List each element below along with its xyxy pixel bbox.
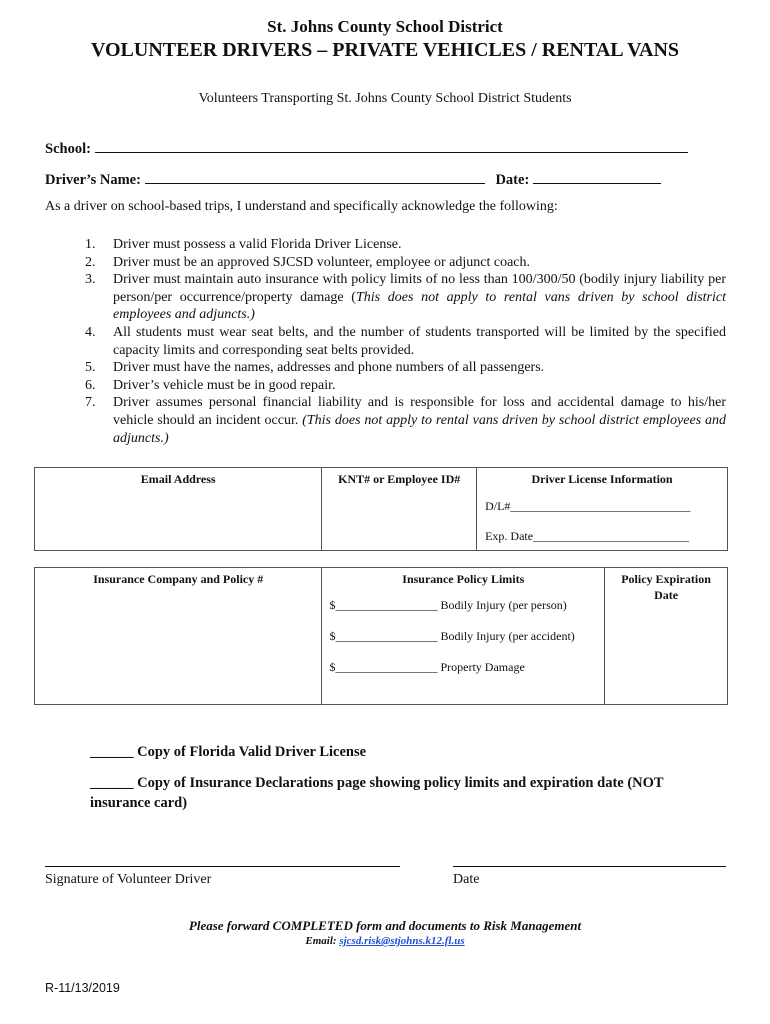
- email-link[interactable]: sjcsd.risk@stjohns.k12.fl.us: [339, 935, 465, 947]
- insurance-company-header: Insurance Company and Policy #: [93, 572, 264, 586]
- driver-name-field: [45, 170, 661, 189]
- revision-date: R-11/13/2019: [45, 981, 120, 995]
- email-label: Email:: [305, 935, 340, 947]
- item-text: Driver must maintain auto insurance with policy limits of no less than 100/300/50 (bodily injury liability per person/per occurrence/property damage (: [113, 272, 726, 305]
- district-name: St. Johns County School District: [267, 17, 503, 36]
- checklist-insurance-declarations[interactable]: ______ Copy of Insurance Declarations page showing policy limits and expiration date (NOT insurance card): [90, 775, 664, 811]
- item-number: 6.: [85, 377, 96, 393]
- email-cell[interactable]: [35, 468, 322, 551]
- policy-limits-cell: [322, 568, 605, 705]
- forward-instructions: Please forward COMPLETED form and documents to Risk Management: [188, 918, 582, 933]
- employee-id-cell[interactable]: [322, 468, 477, 551]
- item-number: 3.: [85, 272, 96, 288]
- checklist-driver-license[interactable]: ______ Copy of Florida Valid Driver License: [90, 744, 367, 760]
- license-header: Driver License Information: [531, 472, 673, 486]
- acknowledgement-text: As a driver on school-based trips, I understand and specifically acknowledge the following:: [45, 199, 558, 214]
- list-item: [85, 377, 726, 395]
- email-header: Email Address: [140, 472, 216, 486]
- school-field: [45, 139, 688, 158]
- item-text: All students must wear seat belts, and the number of students transported will be limited by the specified capacity limits and corresponding seat belts provided.: [113, 324, 726, 358]
- license-number-field[interactable]: D/L#______________________________: [485, 499, 691, 513]
- item-note: (This does not apply to rental vans driven by school district employees and adjuncts.): [113, 412, 727, 446]
- form-subtitle: Volunteers Transporting St. Johns County School District Students: [198, 91, 572, 106]
- list-item: [85, 236, 726, 254]
- item-text: Driver’s vehicle must be in good repair.: [113, 377, 336, 393]
- list-item: [85, 254, 726, 272]
- bodily-injury-accident-field[interactable]: $_________________ Bodily Injury (per accident): [329, 629, 575, 643]
- list-item: [85, 324, 726, 359]
- driver-name-input-line[interactable]: [145, 170, 485, 184]
- driver-name-label: Driver’s Name:: [45, 172, 141, 188]
- item-note: This does not apply to rental vans driven by school district employees and adjuncts.): [113, 289, 726, 323]
- item-text: Driver must have the names, addresses and phone numbers of all passengers.: [113, 360, 545, 376]
- employee-id-header: KNT# or Employee ID#: [338, 472, 461, 486]
- item-number: 5.: [85, 360, 96, 376]
- item-text: Driver must be an approved SJCSD volunteer, employee or adjunct coach.: [113, 254, 530, 270]
- list-item: [85, 271, 726, 324]
- item-number: 1.: [85, 237, 96, 252]
- signature-date-line[interactable]: [453, 866, 726, 867]
- requirements-list: [85, 236, 726, 447]
- insurance-company-cell[interactable]: [35, 568, 322, 705]
- list-item: [85, 359, 726, 377]
- policy-expiration-header-date: Date: [654, 588, 679, 602]
- driver-signature-line[interactable]: [45, 866, 400, 867]
- item-number: 4.: [85, 324, 96, 340]
- policy-expiration-header: Policy Expiration: [621, 572, 711, 586]
- date-label: Date:: [495, 172, 530, 188]
- driver-info-table: [34, 467, 728, 551]
- item-number: 2.: [85, 254, 96, 270]
- date-input-line[interactable]: [533, 170, 661, 184]
- school-input-line[interactable]: [95, 139, 688, 153]
- driver-signature-label: Signature of Volunteer Driver: [45, 872, 212, 887]
- bodily-injury-person-field[interactable]: $_________________ Bodily Injury (per person): [329, 598, 567, 612]
- school-label: School:: [45, 141, 91, 157]
- item-number: 7.: [85, 395, 96, 411]
- license-expiration-field[interactable]: Exp. Date__________________________: [485, 529, 690, 543]
- property-damage-field[interactable]: $_________________ Property Damage: [329, 660, 525, 674]
- email-row: [0, 935, 770, 947]
- license-cell: [477, 468, 728, 551]
- policy-limits-header: Insurance Policy Limits: [402, 572, 525, 586]
- list-item: [85, 394, 726, 447]
- item-text: Driver assumes personal financial liability and is responsible for loss and accidental damage to his/her vehicle should an incident occur.: [113, 395, 726, 428]
- form-title: VOLUNTEER DRIVERS – PRIVATE VEHICLES / RENTAL VANS: [90, 39, 680, 61]
- insurance-info-table: [34, 567, 728, 705]
- policy-expiration-cell[interactable]: [605, 568, 728, 705]
- item-text: Driver must possess a valid Florida Driver License.: [113, 237, 402, 252]
- signature-date-label: Date: [453, 872, 480, 887]
